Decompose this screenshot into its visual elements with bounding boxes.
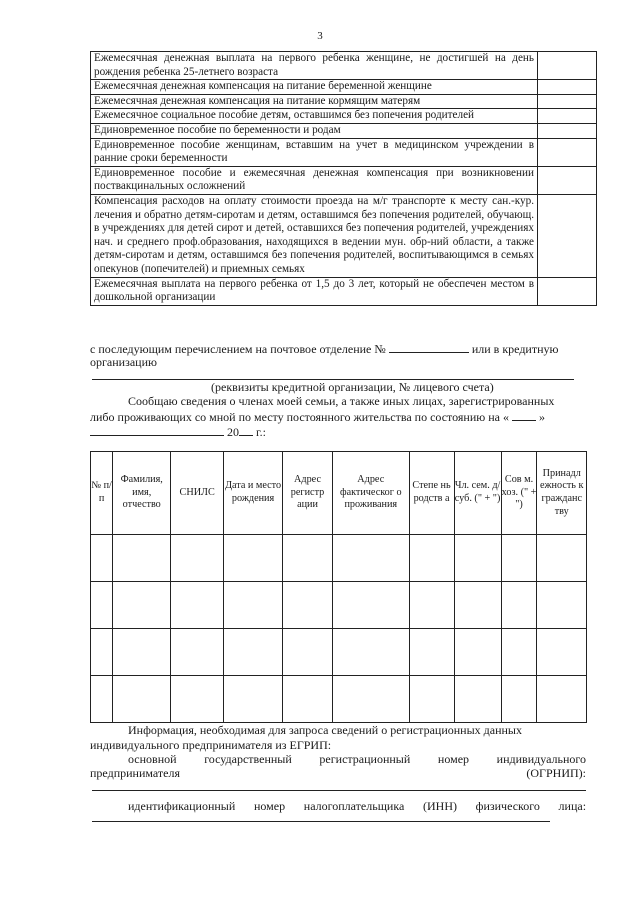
table-row [91, 629, 587, 676]
family-table-cell[interactable] [224, 535, 283, 582]
egrip-word: (ИНН) [423, 799, 457, 813]
egrip-word: основной [128, 752, 177, 766]
family-table-cell[interactable] [91, 582, 113, 629]
family-table-cell[interactable] [537, 676, 587, 723]
family-column-header: СНИЛС [171, 452, 224, 535]
family-column-header: Фамилия, имя, отчество [113, 452, 171, 535]
family-table-cell[interactable] [454, 582, 501, 629]
benefits-table [90, 51, 597, 306]
family-table-cell[interactable] [537, 629, 587, 676]
family-table-cell[interactable] [409, 582, 454, 629]
egrip-entrepreneur-label: предпринимателя [90, 766, 180, 780]
benefit-checkbox-cell[interactable] [538, 194, 597, 277]
benefit-checkbox-cell[interactable] [538, 52, 597, 80]
family-table-cell[interactable] [224, 582, 283, 629]
family-table-cell[interactable] [113, 676, 171, 723]
benefit-row [91, 80, 597, 95]
family-table-cell[interactable] [409, 629, 454, 676]
date-year-field[interactable] [239, 424, 253, 436]
egrip-word: государственный [204, 752, 292, 766]
date-day-field[interactable] [512, 409, 536, 421]
family-table-cell[interactable] [171, 676, 224, 723]
benefit-checkbox-cell[interactable] [538, 80, 597, 95]
family-column-header: Сов м. хоз. (" + ") [501, 452, 537, 535]
family-members-table [90, 451, 587, 723]
bank-caption: (реквизиты кредитной организации, № лицевого счета) [211, 380, 494, 394]
benefit-row [91, 123, 597, 138]
benefit-checkbox-cell[interactable] [538, 123, 597, 138]
ogrnip-label: (ОГРНИП): [526, 766, 586, 780]
page-number: 3 [317, 30, 323, 42]
egrip-line4 [90, 766, 586, 781]
postal-mid: или в кредитную [471, 342, 559, 356]
family-table-cell[interactable] [171, 535, 224, 582]
family-column-header: Дата и место рождения [224, 452, 283, 535]
table-row [91, 676, 587, 723]
family-table-cell[interactable] [171, 629, 224, 676]
year-suffix: г.: [256, 425, 266, 439]
family-table-cell[interactable] [333, 535, 410, 582]
family-table-cell[interactable] [454, 676, 501, 723]
egrip-word: физического [475, 799, 540, 813]
egrip-word: индивидуального [496, 752, 587, 766]
family-table-cell[interactable] [113, 535, 171, 582]
family-intro-line3 [90, 424, 266, 440]
family-table-cell[interactable] [333, 582, 410, 629]
family-table-cell[interactable] [333, 676, 410, 723]
family-table-cell[interactable] [283, 629, 333, 676]
family-table-cell[interactable] [171, 582, 224, 629]
family-table-cell[interactable] [454, 535, 501, 582]
benefit-label: Единовременное пособие и ежемесячная денежная компенсация при возникновении поствакцинальных осложнений [91, 166, 538, 194]
benefit-checkbox-cell[interactable] [538, 109, 597, 124]
benefit-row [91, 277, 597, 305]
benefit-checkbox-cell[interactable] [538, 277, 597, 305]
family-table-cell[interactable] [409, 676, 454, 723]
benefit-row [91, 166, 597, 194]
inn-field[interactable] [92, 821, 550, 822]
ogrnip-field[interactable] [92, 790, 586, 791]
family-table-cell[interactable] [283, 676, 333, 723]
family-table-cell[interactable] [224, 629, 283, 676]
family-table-cell[interactable] [333, 629, 410, 676]
family-column-header: Чл. сем. д/суб. (" + ") [454, 452, 501, 535]
postal-suffix: организацию [90, 355, 157, 369]
family-column-header: Степе нь родств а [409, 452, 454, 535]
egrip-word: лица: [558, 799, 587, 813]
benefit-label: Ежемесячное социальное пособие детям, оставшимся без попечения родителей [91, 109, 538, 124]
date-month-field[interactable] [90, 424, 224, 436]
table-row [91, 582, 587, 629]
family-table-cell[interactable] [501, 535, 537, 582]
benefit-checkbox-cell[interactable] [538, 166, 597, 194]
benefit-checkbox-cell[interactable] [538, 94, 597, 109]
family-table-cell[interactable] [409, 535, 454, 582]
benefit-row [91, 94, 597, 109]
benefit-label: Ежемесячная денежная компенсация на питание беременной женщине [91, 80, 538, 95]
family-table-cell[interactable] [91, 629, 113, 676]
family-table-cell[interactable] [91, 535, 113, 582]
egrip-word: номер [253, 799, 286, 813]
postal-office-number-field[interactable] [389, 341, 469, 353]
family-table-cell[interactable] [113, 582, 171, 629]
egrip-word: налогоплательщика [303, 799, 405, 813]
family-table-cell[interactable] [224, 676, 283, 723]
family-table-cell[interactable] [501, 629, 537, 676]
postal-line [90, 341, 558, 357]
family-table-cell[interactable] [91, 676, 113, 723]
family-table-cell[interactable] [283, 535, 333, 582]
egrip-line5 [128, 799, 586, 814]
benefit-label: Ежемесячная выплата на первого ребенка от 1,5 до 3 лет, который не обеспечен местом в дошкольной организации [91, 277, 538, 305]
family-table-cell[interactable] [501, 582, 537, 629]
family-table-cell[interactable] [501, 676, 537, 723]
benefit-label: Ежемесячная денежная компенсация на питание кормящим матерям [91, 94, 538, 109]
family-column-header: № п/п [91, 452, 113, 535]
benefit-label: Единовременное пособие по беременности и родам [91, 123, 538, 138]
benefit-label: Ежемесячная денежная выплата на первого ребенка женщине, не достигшей на день рождения ребенка 25-летнего возраста [91, 52, 538, 80]
family-column-header: Адрес регистр ации [283, 452, 333, 535]
family-column-header: Адрес фактическог о проживания [333, 452, 410, 535]
family-intro-line1: Сообщаю сведения о членах моей семьи, а также иных лицах, зарегистрированных [128, 394, 555, 408]
benefit-label: Компенсация расходов на оплату стоимости проезда на м/г транспорте к месту сан.-кур. лечения и обратно детям-сиротам и детям, оставшимся без попечения родителей, обучающ. в учреждениях для детей сирот и детей, оставшихся без попечения родителей, учреждениях нач. и среднего проф.образования, находящихся в ведении мун. обр-ний области, а также детям-сиротам и детям, оставшимся без попечения родителей, воспитывающимся в семьях опекунов (попечителей) и приемных семьях [91, 194, 538, 277]
family-table-cell[interactable] [537, 582, 587, 629]
benefit-row [91, 194, 597, 277]
family-intro-line2 [90, 409, 545, 425]
family-intro-date-quote: » [538, 410, 545, 424]
family-table-cell[interactable] [454, 629, 501, 676]
benefit-row [91, 109, 597, 124]
benefit-label: Единовременное пособие женщинам, вставшим на учет в медицинском учреждении в ранние сроки беременности [91, 138, 538, 166]
benefit-row [91, 138, 597, 166]
family-table-cell[interactable] [283, 582, 333, 629]
egrip-word: идентификационный [128, 799, 236, 813]
family-table-cell[interactable] [537, 535, 587, 582]
benefit-row [91, 52, 597, 80]
benefit-checkbox-cell[interactable] [538, 138, 597, 166]
family-intro-date-prefix: либо проживающих со мной по месту постоянного жительства по состоянию на « [90, 410, 509, 424]
year-prefix: 20 [227, 425, 239, 439]
egrip-line3 [128, 752, 586, 767]
family-table-cell[interactable] [113, 629, 171, 676]
egrip-line2: индивидуального предпринимателя из ЕГРИП: [90, 738, 332, 752]
egrip-word: регистрационный [319, 752, 411, 766]
table-row [91, 535, 587, 582]
family-column-header: Принадл ежность к гражданс тву [537, 452, 587, 535]
egrip-line1: Информация, необходимая для запроса сведений о регистрационных данных [128, 723, 522, 737]
postal-prefix: с последующим перечислением на почтовое отделение № [90, 342, 386, 356]
egrip-word: номер [437, 752, 470, 766]
